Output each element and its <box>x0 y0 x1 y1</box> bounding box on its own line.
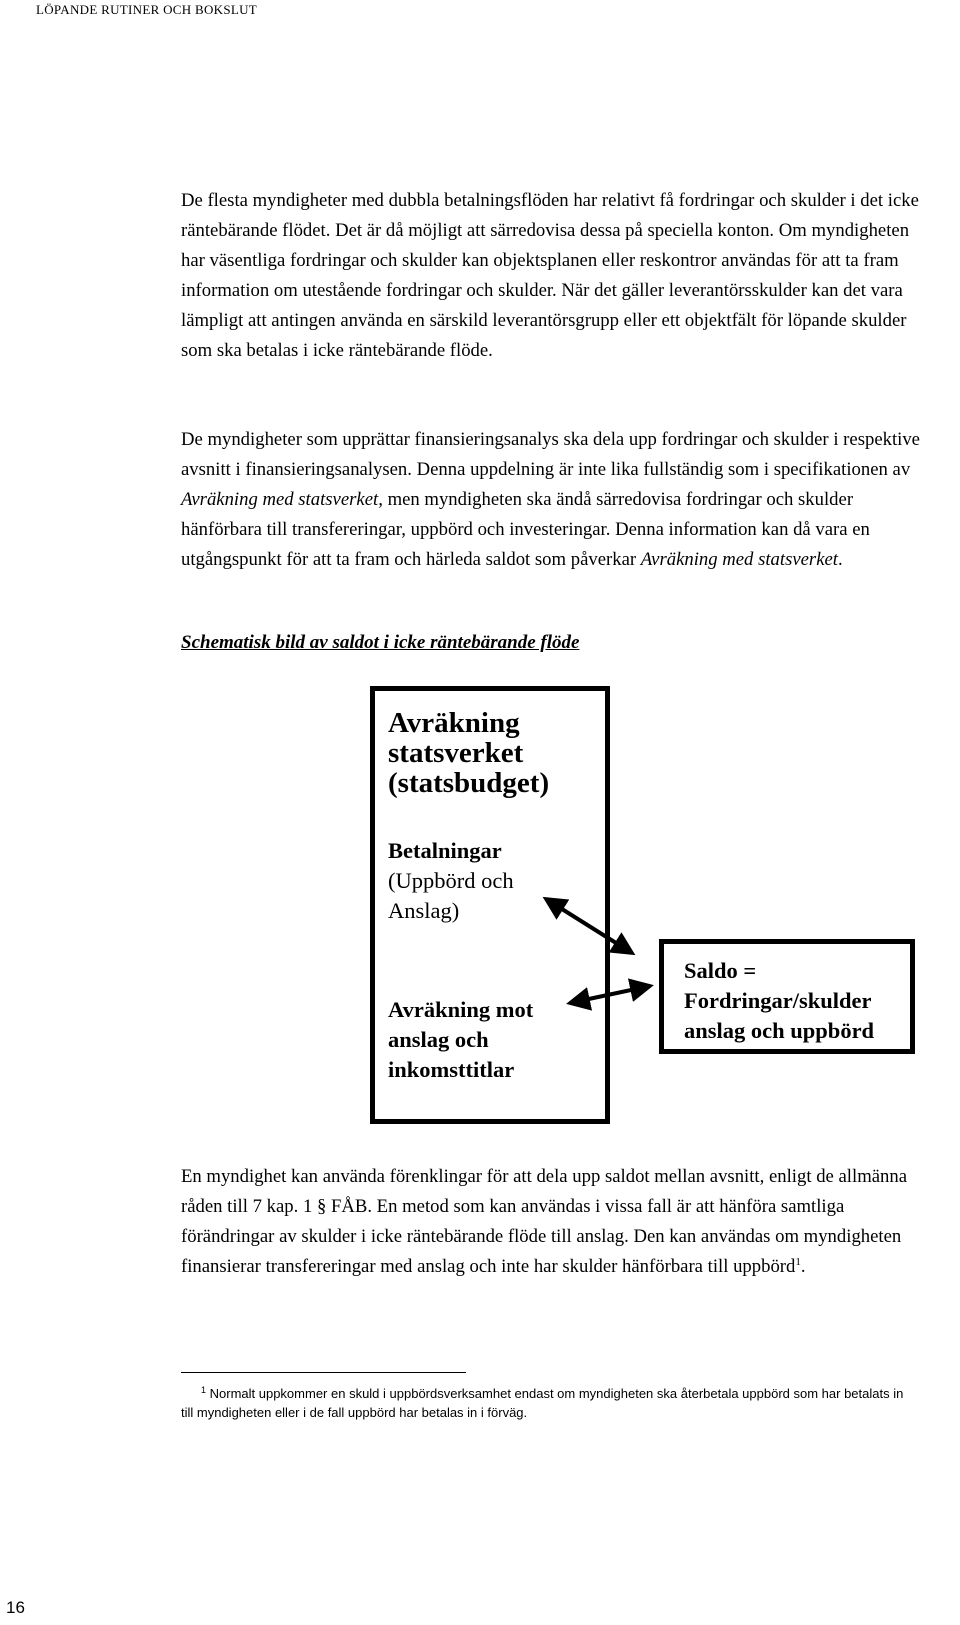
paragraph-intro: De flesta myndigheter med dubbla betalningsflöden har relativt få fordringar och skulder i det icke räntebärande flödet. Det är då möjligt att särredovisa dessa på speciella konton. Om myndigheten har väsentliga fordringar och skulder kan objektsplanen eller reskontror användas för att ta fram information om utestående fordringar och skulder. När det gäller leverantörsskulder kan det vara lämpligt att antingen använda en särskild leverantörsgrupp eller ett objektfält för löpande skulder som ska betalas i icke räntebärande flöde. <box>181 190 919 361</box>
paragraph-text: En myndighet kan använda förenklingar för att dela upp saldot mellan avsnitt, enligt de allmänna råden till 7 kap. 1 § FÅB. En metod som kan användas i vissa fall är att hänföra samtliga förändringar av skulder i icke räntebärande flöde till anslag. Den kan användas om myndigheten finansierar transfereringar med anslag och inte har skulder hänförbara till uppbörd <box>181 1166 908 1277</box>
balance-line: Saldo = <box>684 958 757 983</box>
footnote-mark: 1 <box>201 1384 207 1395</box>
running-header: LÖPANDE RUTINER OCH BOKSLUT <box>36 2 258 17</box>
italic-term: Avräkning med statsverket <box>640 549 838 570</box>
title-line: (statsbudget) <box>388 767 550 799</box>
footnote <box>181 1384 911 1422</box>
paragraph-text: . <box>800 1256 806 1277</box>
balance-box <box>659 939 915 1054</box>
paragraph-simplifications <box>181 1162 921 1282</box>
balance-line: Fordringar/skulder <box>684 988 872 1013</box>
footnote-reference: 1 <box>795 1255 801 1268</box>
settlement-line: inkomsttitlar <box>388 1057 515 1082</box>
paragraph-text: men myndigheten ska ändå särredovisa fordringar och skulder hänförbara till transfereringar, uppbörd och investeringar. Denna information kan då vara en utgångspunkt för att ta fram och härleda saldot som påverkar <box>181 489 870 570</box>
title-line: Avräkning <box>388 707 520 739</box>
settlement-line: anslag och <box>388 1027 489 1052</box>
settlement-line: Avräkning mot <box>388 997 534 1022</box>
footnote-divider <box>181 1372 466 1373</box>
paragraph-text: De myndigheter som upprättar finansieringsanalys ska dela upp fordringar och skulder i respektive avsnitt i finansieringsanalysen. Denna uppdelning är inte lika fullständig som i specifikationen av <box>181 429 920 480</box>
page-number: 16 <box>6 1598 25 1617</box>
payments-title: Betalningar <box>388 838 502 863</box>
payments-block <box>388 836 588 926</box>
payments-detail-line: (Uppbörd och <box>388 868 514 893</box>
settlement-block <box>388 995 588 1085</box>
payments-detail-line: Anslag) <box>388 898 460 923</box>
diagram-heading: Schematisk bild av saldot i icke räntebärande flöde <box>181 632 580 653</box>
settlement-box-title <box>388 708 598 798</box>
title-line: statsverket <box>388 737 524 769</box>
balance-line: anslag och uppbörd <box>684 1018 875 1043</box>
italic-term: Avräkning med statsverket, <box>181 489 383 510</box>
paragraph-text: . <box>838 549 843 570</box>
footnote-text: Normalt uppkommer en skuld i uppbördsverksamhet endast om myndigheten ska återbetala uppbörd som har betalats in till myndigheten eller i de fall uppbörd har betalas in i förväg. <box>181 1386 904 1420</box>
paragraph-financing-analysis <box>181 425 921 575</box>
